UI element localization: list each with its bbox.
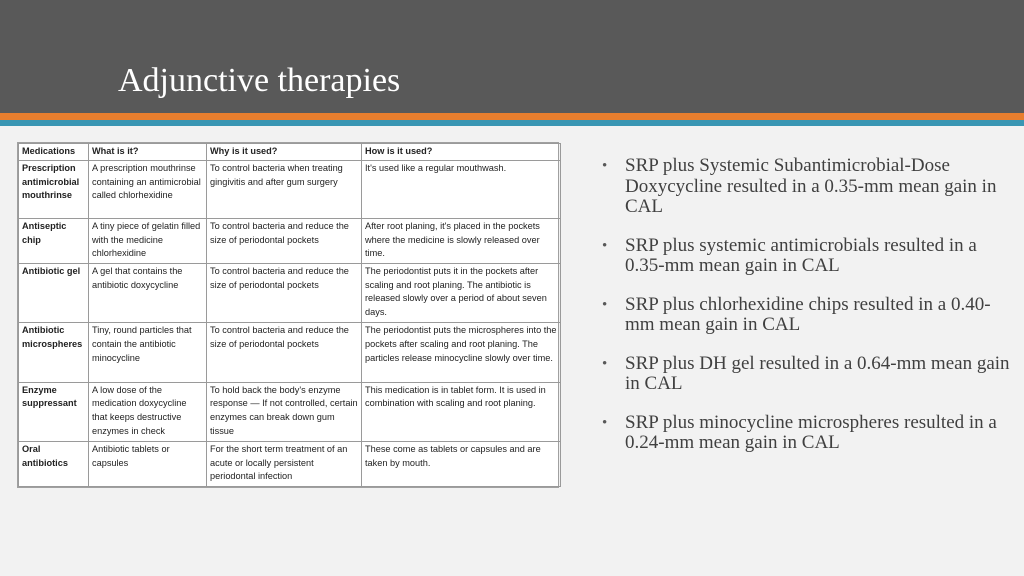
table-cell: Enzyme suppressant (19, 382, 89, 441)
accent-stripe-blue (0, 120, 1024, 126)
bullet-icon: • (602, 296, 608, 313)
medications-table (17, 142, 559, 488)
bullet-icon: • (602, 355, 608, 372)
table-cell: A gel that contains the antibiotic doxycycline (89, 264, 207, 323)
list-item (598, 156, 1010, 218)
table-cell: A low dose of the medication doxycycline that keeps destructive enzymes in check (89, 382, 207, 441)
bullet-icon: • (602, 237, 608, 254)
table-row (19, 382, 561, 441)
table-cell: Tiny, round particles that contain the antibiotic minocycline (89, 323, 207, 382)
list-item-text: SRP plus systemic antimicrobials resulted in a 0.35-mm mean gain in CAL (625, 234, 977, 276)
list-item-text: SRP plus minocycline microspheres resulted in a 0.24-mm mean gain in CAL (625, 411, 997, 453)
table-cell: For the short term treatment of an acute or locally persistent periodontal infection (207, 442, 362, 487)
table-cell: Antibiotic tablets or capsules (89, 442, 207, 487)
table-cell: The periodontist puts it in the pockets after scaling and root planing. The antibiotic is released slowly over a period of about seven days. (362, 264, 561, 323)
table-cell: To control bacteria and reduce the size of periodontal pockets (207, 323, 362, 382)
table-row (19, 442, 561, 487)
table-row (19, 323, 561, 382)
findings-list (598, 156, 1010, 472)
table-cell: These come as tablets or capsules and are taken by mouth. (362, 442, 561, 487)
table-cell: To control bacteria and reduce the size of periodontal pockets (207, 219, 362, 264)
list-item-text: SRP plus chlorhexidine chips resulted in a 0.40-mm mean gain in CAL (625, 293, 991, 335)
slide-title: Adjunctive therapies (118, 62, 401, 99)
list-item (598, 295, 1010, 336)
table-cell: To control bacteria when treating gingivitis and after gum surgery (207, 161, 362, 219)
table-header-cell: Why is it used? (207, 144, 362, 161)
table-cell: Antibiotic gel (19, 264, 89, 323)
accent-stripe-orange (0, 113, 1024, 120)
table-row (19, 161, 561, 219)
bullet-icon: • (602, 158, 608, 174)
table-cell: After root planing, it's placed in the pockets where the medicine is slowly released over time. (362, 219, 561, 264)
list-item (598, 236, 1010, 277)
table-header-cell: Medications (19, 144, 89, 161)
table-cell: Antibiotic microspheres (19, 323, 89, 382)
table-header-cell: How is it used? (362, 144, 561, 161)
table-header-row (19, 144, 561, 161)
table-row (19, 219, 561, 264)
table-cell: To control bacteria and reduce the size of periodontal pockets (207, 264, 362, 323)
table-cell: This medication is in tablet form. It is used in combination with scaling and root planing. (362, 382, 561, 441)
table-cell: It's used like a regular mouthwash. (362, 161, 561, 219)
bullet-icon: • (602, 414, 608, 431)
table-header-cell: What is it? (89, 144, 207, 161)
list-item-text: SRP plus DH gel resulted in a 0.64-mm mean gain in CAL (625, 352, 1010, 394)
table-cell: Antiseptic chip (19, 219, 89, 264)
table-cell: To hold back the body's enzyme response — If not controlled, certain enzymes can break down gum tissue (207, 382, 362, 441)
list-item (598, 413, 1010, 454)
list-item (598, 354, 1010, 395)
table-cell: A tiny piece of gelatin filled with the medicine chlorhexidine (89, 219, 207, 264)
table-cell: A prescription mouthrinse containing an antimicrobial called chlorhexidine (89, 161, 207, 219)
table-row (19, 264, 561, 323)
list-item-text: SRP plus Systemic Subantimicrobial-Dose Doxycycline resulted in a 0.35-mm mean gain in CAL (625, 155, 997, 217)
table-cell: Oral antibiotics (19, 442, 89, 487)
table-cell: The periodontist puts the microspheres into the pockets after scaling and root planing. The particles release minocycline slowly over time. (362, 323, 561, 382)
table-cell: Prescription antimicrobial mouthrinse (19, 161, 89, 219)
